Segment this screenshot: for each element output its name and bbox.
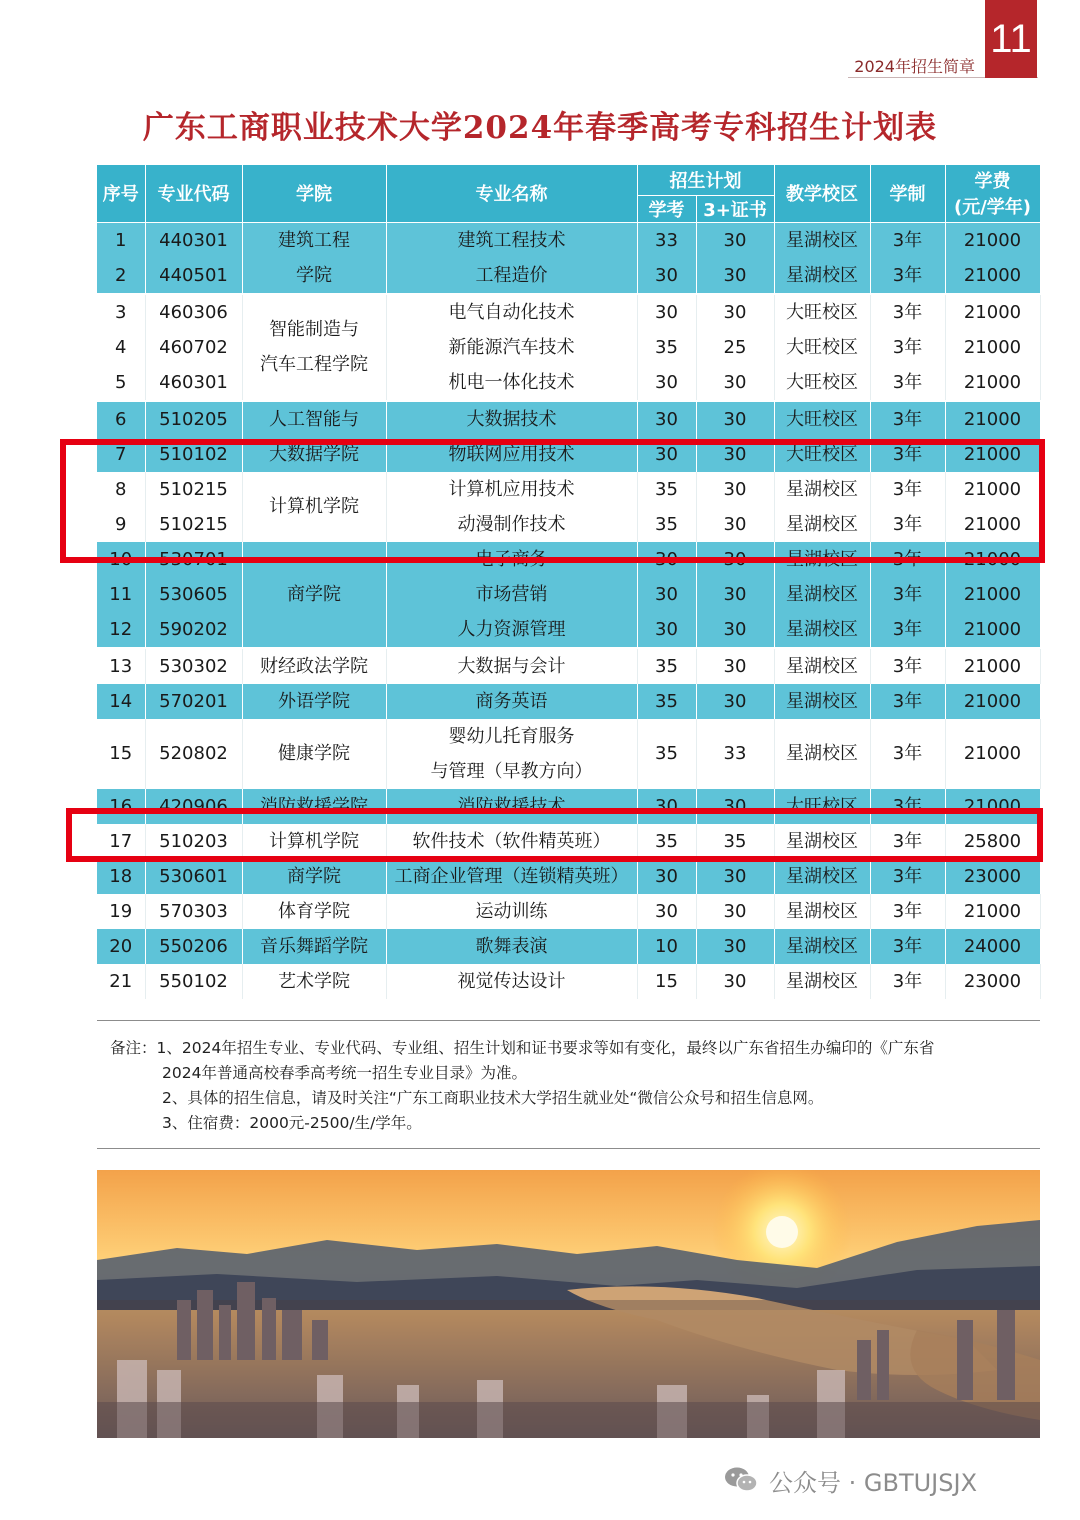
page-number: 11 <box>985 0 1037 78</box>
cell-exam: 30 <box>637 437 696 472</box>
cell-no: 1 <box>97 222 145 258</box>
cell-code: 530302 <box>145 648 242 684</box>
cell-fee: 21000 <box>945 789 1040 824</box>
cell-major: 动漫制作技术 <box>386 507 637 542</box>
note-2: 2、具体的招生信息，请及时关注“广东工商职业技术大学招生就业处“微信公众号和招生信息网。 <box>162 1089 824 1107</box>
cell-campus: 星湖校区 <box>774 964 870 999</box>
table-row <box>97 648 1040 684</box>
notes-bottom-rule <box>97 1148 1040 1149</box>
highlight-box-computer-college <box>60 439 1045 563</box>
cell-major <box>386 719 637 789</box>
cell-fee: 25800 <box>945 824 1040 859</box>
cell-fee: 21000 <box>945 222 1040 258</box>
cell-major-group <box>386 222 637 294</box>
cell-college: 计算机学院 <box>242 472 386 542</box>
cell-campus: 星湖校区 <box>774 824 870 859</box>
cell-major: 视觉传达设计 <box>386 964 637 999</box>
cell-cert: 30 <box>696 222 774 258</box>
cell-fee: 24000 <box>945 929 1040 964</box>
cell-fee: 21000 <box>945 612 1040 648</box>
cell-college <box>242 294 386 401</box>
cell-cert: 30 <box>696 437 774 472</box>
cell-major: 商务英语 <box>386 684 637 719</box>
cell-campus: 星湖校区 <box>774 612 870 648</box>
cell-college: 健康学院 <box>242 719 386 789</box>
cell-years: 3年 <box>870 222 945 258</box>
cell-fee: 21000 <box>945 258 1040 294</box>
cell-code: 510205 <box>145 401 242 437</box>
cell-campus: 星湖校区 <box>774 719 870 789</box>
cell-major: 市场营销 <box>386 577 637 612</box>
cell-years: 3年 <box>870 401 945 437</box>
header-fee-line2: (元/学年) <box>953 197 1032 219</box>
table-row <box>97 294 1040 330</box>
watermark <box>723 1462 977 1498</box>
cell-no: 12 <box>97 612 145 648</box>
cell-exam: 35 <box>637 684 696 719</box>
cell-years: 3年 <box>870 824 945 859</box>
cell-code: 590202 <box>145 612 242 648</box>
cell-campus: 星湖校区 <box>774 859 870 894</box>
college-architecture-line1: 建筑工程 <box>278 229 350 251</box>
cell-fee: 23000 <box>945 859 1040 894</box>
cell-code: 530701 <box>145 542 242 577</box>
cell-cert: 30 <box>696 612 774 648</box>
wechat-icon <box>723 1465 759 1495</box>
cell-campus: 大旺校区 <box>774 365 870 401</box>
note-1: 1、2024年招生专业、专业代码、专业组、招生计划和证书要求等如有变化，最终以广东省招生办编印的《广东省 <box>156 1039 935 1057</box>
cell-years: 3年 <box>870 789 945 824</box>
cell-code: 460306 <box>145 294 242 330</box>
cell-college: 体育学院 <box>242 894 386 929</box>
header-major: 专业名称 <box>386 165 637 222</box>
cell-exam: 30 <box>637 612 696 648</box>
cell-cert: 30 <box>696 472 774 507</box>
cell-fee: 21000 <box>945 507 1040 542</box>
cell-fee: 21000 <box>945 401 1040 437</box>
cell-no: 3 <box>97 294 145 330</box>
cell-code: 520802 <box>145 719 242 789</box>
cell-college: 商学院 <box>242 859 386 894</box>
cell-years: 3年 <box>870 507 945 542</box>
table-row <box>97 222 1040 258</box>
cell-years: 3年 <box>870 684 945 719</box>
cell-exam: 30 <box>637 258 696 294</box>
cell-campus: 星湖校区 <box>774 258 870 294</box>
table-row <box>97 719 1040 789</box>
cell-fee: 21000 <box>945 648 1040 684</box>
cell-code: 510215 <box>145 507 242 542</box>
cell-college: 人工智能与 <box>242 401 386 437</box>
cell-major-line2: 与管理（早教方向） <box>430 760 593 782</box>
note-line <box>110 1036 1040 1061</box>
header-college: 学院 <box>242 165 386 222</box>
cell-major: 建筑工程技术 <box>387 223 637 258</box>
cell-code: 550206 <box>145 929 242 964</box>
college-manufacturing-line2: 汽车工程学院 <box>260 354 368 375</box>
cell-no: 18 <box>97 859 145 894</box>
cell-cert: 35 <box>696 824 774 859</box>
table-row <box>97 365 1040 401</box>
note-3: 3、住宿费：2000元-2500/生/学年。 <box>162 1114 422 1132</box>
cell-exam: 30 <box>637 365 696 401</box>
cell-major: 歌舞表演 <box>386 929 637 964</box>
cell-college: 外语学院 <box>242 684 386 719</box>
cell-major: 计算机应用技术 <box>386 472 637 507</box>
cell-exam: 35 <box>637 330 696 365</box>
cell-college: 艺术学院 <box>242 964 386 999</box>
cell-cert: 30 <box>696 929 774 964</box>
cell-fee: 21000 <box>945 365 1040 401</box>
college-architecture-line2: 学院 <box>296 264 332 286</box>
cell-years: 3年 <box>870 437 945 472</box>
cell-campus: 星湖校区 <box>774 684 870 719</box>
notes-label: 备注： <box>110 1039 157 1057</box>
cell-campus: 大旺校区 <box>774 401 870 437</box>
cell-years: 3年 <box>870 365 945 401</box>
cell-years: 3年 <box>870 542 945 577</box>
table-row <box>97 401 1040 437</box>
city-sunset-illustration <box>97 1170 1040 1438</box>
header-plan-cert: 3+证书 <box>696 195 774 222</box>
table-row <box>97 684 1040 719</box>
cell-exam: 30 <box>637 401 696 437</box>
cell-campus: 大旺校区 <box>774 437 870 472</box>
cell-exam: 30 <box>637 894 696 929</box>
cell-no: 8 <box>97 472 145 507</box>
cell-cert: 25 <box>696 330 774 365</box>
cell-code: 440501 <box>145 258 242 294</box>
table-row <box>97 894 1040 929</box>
cell-major: 大数据与会计 <box>386 648 637 684</box>
cell-years: 3年 <box>870 577 945 612</box>
cell-code: 510102 <box>145 437 242 472</box>
cell-major: 工程造价 <box>387 258 637 293</box>
cell-code: 460702 <box>145 330 242 365</box>
cell-major: 机电一体化技术 <box>386 365 637 401</box>
cell-fee: 21000 <box>945 719 1040 789</box>
cell-exam: 30 <box>637 789 696 824</box>
cell-college: 音乐舞蹈学院 <box>242 929 386 964</box>
cell-code: 510215 <box>145 472 242 507</box>
cell-cert: 30 <box>696 542 774 577</box>
cell-exam: 10 <box>637 929 696 964</box>
cell-exam: 35 <box>637 824 696 859</box>
cell-code: 440301 <box>145 222 242 258</box>
header-campus: 教学校区 <box>774 165 870 222</box>
cell-code: 570303 <box>145 894 242 929</box>
cell-fee: 21000 <box>945 472 1040 507</box>
cell-exam: 30 <box>637 859 696 894</box>
cell-no: 21 <box>97 964 145 999</box>
page-title: 广东工商职业技术大学2024年春季高考专科招生计划表 <box>142 110 938 146</box>
cell-cert: 33 <box>696 719 774 789</box>
table-row <box>97 964 1040 999</box>
cell-campus: 星湖校区 <box>774 472 870 507</box>
cell-campus: 星湖校区 <box>774 222 870 258</box>
cell-exam: 35 <box>637 648 696 684</box>
cell-major: 新能源汽车技术 <box>386 330 637 365</box>
table-row <box>97 612 1040 648</box>
cell-major: 软件技术（软件精英班） <box>386 824 637 859</box>
cell-no: 20 <box>97 929 145 964</box>
cell-major: 电子商务 <box>386 542 637 577</box>
cell-no: 4 <box>97 330 145 365</box>
cell-cert: 30 <box>696 577 774 612</box>
cell-fee: 23000 <box>945 964 1040 999</box>
table-row <box>97 330 1040 365</box>
cell-campus: 星湖校区 <box>774 542 870 577</box>
brochure-label: 2024年招生简章 <box>854 57 975 76</box>
cell-major-line1: 婴幼儿托育服务 <box>448 725 575 747</box>
cell-exam: 35 <box>637 507 696 542</box>
header-code: 专业代码 <box>145 165 242 222</box>
cell-cert: 30 <box>696 401 774 437</box>
header-plan: 招生计划 <box>637 165 774 195</box>
cell-college: 消防救援学院 <box>242 789 386 824</box>
cell-college: 商学院 <box>242 577 386 612</box>
cell-major: 运动训练 <box>386 894 637 929</box>
cell-code: 550102 <box>145 964 242 999</box>
cell-no: 10 <box>97 542 145 577</box>
cell-cert: 30 <box>696 648 774 684</box>
cell-cert: 30 <box>696 365 774 401</box>
cell-fee: 21000 <box>945 542 1040 577</box>
cell-fee: 21000 <box>945 330 1040 365</box>
table-row <box>97 929 1040 964</box>
cell-years: 3年 <box>870 472 945 507</box>
cell-fee: 21000 <box>945 894 1040 929</box>
cell-exam: 15 <box>637 964 696 999</box>
cell-fee: 21000 <box>945 684 1040 719</box>
cell-years: 3年 <box>870 294 945 330</box>
cell-cert: 30 <box>696 258 774 294</box>
cell-college: 计算机学院 <box>242 824 386 859</box>
header-plan-exam: 学考 <box>637 195 696 222</box>
table-row <box>97 577 1040 612</box>
highlight-box-software-elite <box>66 808 1043 862</box>
table-row <box>97 859 1040 894</box>
cell-major: 大数据技术 <box>386 401 637 437</box>
watermark-label: 公众号 · GBTUJSJX <box>769 1468 978 1497</box>
cell-code: 460301 <box>145 365 242 401</box>
cell-campus: 星湖校区 <box>774 648 870 684</box>
cell-cert: 30 <box>696 507 774 542</box>
cell-exam: 35 <box>637 472 696 507</box>
cell-cert: 30 <box>696 294 774 330</box>
header-fee-line1: 学费 <box>974 171 1011 193</box>
notes <box>110 1036 1040 1136</box>
cell-campus: 大旺校区 <box>774 330 870 365</box>
cell-no: 17 <box>97 824 145 859</box>
cell-cert: 30 <box>696 789 774 824</box>
cell-major: 消防救援技术 <box>386 789 637 824</box>
cell-code: 510203 <box>145 824 242 859</box>
cell-no: 9 <box>97 507 145 542</box>
cell-campus: 星湖校区 <box>774 507 870 542</box>
cell-cert: 30 <box>696 894 774 929</box>
cell-exam: 30 <box>637 294 696 330</box>
cell-code: 420906 <box>145 789 242 824</box>
cell-no: 11 <box>97 577 145 612</box>
cell-cert: 30 <box>696 964 774 999</box>
cell-college <box>242 222 386 258</box>
cell-no: 2 <box>97 258 145 294</box>
city-sunset-photo <box>97 1170 1040 1438</box>
cell-campus: 星湖校区 <box>774 894 870 929</box>
cell-fee: 21000 <box>945 294 1040 330</box>
cell-years: 3年 <box>870 719 945 789</box>
cell-campus: 大旺校区 <box>774 789 870 824</box>
cell-college <box>242 258 386 294</box>
header-fee <box>945 165 1040 222</box>
cell-years: 3年 <box>870 964 945 999</box>
cell-code: 530601 <box>145 859 242 894</box>
cell-years: 3年 <box>870 648 945 684</box>
notes-top-rule <box>97 1020 1040 1021</box>
cell-campus: 星湖校区 <box>774 577 870 612</box>
cell-no: 15 <box>97 719 145 789</box>
cell-campus: 大旺校区 <box>774 294 870 330</box>
cell-major: 物联网应用技术 <box>386 437 637 472</box>
cell-years: 3年 <box>870 612 945 648</box>
cell-exam: 33 <box>637 222 696 258</box>
cell-years: 3年 <box>870 258 945 294</box>
cell-major: 工商企业管理（连锁精英班） <box>386 859 637 894</box>
cell-no: 19 <box>97 894 145 929</box>
cell-college <box>242 612 386 648</box>
cell-fee: 21000 <box>945 437 1040 472</box>
cell-major: 人力资源管理 <box>386 612 637 648</box>
cell-exam: 30 <box>637 577 696 612</box>
note-line: 2024年普通高校春季高考统一招生专业目录》为准。 <box>162 1064 527 1082</box>
cell-no: 13 <box>97 648 145 684</box>
enrollment-table <box>97 165 1040 999</box>
cell-years: 3年 <box>870 929 945 964</box>
cell-years: 3年 <box>870 859 945 894</box>
cell-no: 16 <box>97 789 145 824</box>
cell-code: 570201 <box>145 684 242 719</box>
cell-years: 3年 <box>870 330 945 365</box>
cell-college: 财经政法学院 <box>242 648 386 684</box>
cell-no: 6 <box>97 401 145 437</box>
cell-no: 7 <box>97 437 145 472</box>
header-duration: 学制 <box>870 165 945 222</box>
cell-years: 3年 <box>870 894 945 929</box>
cell-cert: 30 <box>696 859 774 894</box>
cell-fee: 21000 <box>945 577 1040 612</box>
cell-no: 14 <box>97 684 145 719</box>
cell-college: 大数据学院 <box>242 437 386 472</box>
cell-code: 530605 <box>145 577 242 612</box>
header-index: 序号 <box>97 165 145 222</box>
college-manufacturing-line1: 智能制造与 <box>269 319 359 340</box>
cell-major: 电气自动化技术 <box>386 294 637 330</box>
cell-cert: 30 <box>696 684 774 719</box>
cell-no: 5 <box>97 365 145 401</box>
cell-exam: 30 <box>637 542 696 577</box>
cell-campus: 星湖校区 <box>774 929 870 964</box>
cell-exam: 35 <box>637 719 696 789</box>
